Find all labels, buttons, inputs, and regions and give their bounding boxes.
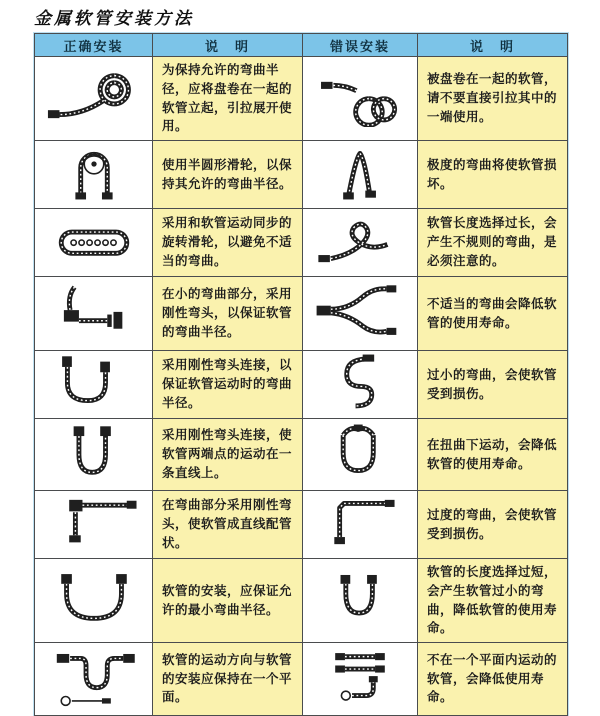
- wrong-description: 极度的弯曲将使软管损坏。: [418, 141, 568, 209]
- table-row: [35, 141, 568, 209]
- hose-extreme-bend-icon: [310, 141, 410, 203]
- wrong-description: 过度的弯曲，会使软管受到损伤。: [418, 491, 568, 559]
- wrong-figure-cell: [303, 209, 418, 277]
- header-wrong-install: 错误安装: [303, 34, 418, 57]
- table-row: [35, 277, 568, 351]
- correct-description: 软管的安装，应保证允许的最小弯曲半径。: [153, 559, 303, 643]
- hose-motion-out-of-plane-icon: [310, 646, 410, 708]
- correct-description: 采用和软管运动同步的旋转滑轮，以避免不适当的弯曲。: [153, 209, 303, 277]
- installation-methods-table: [34, 33, 568, 716]
- correct-description: 采用刚性弯头连接，使软管两端点的运动在一条直线上。: [153, 419, 303, 491]
- hose-elbow-connection-moving-icon: [44, 351, 144, 413]
- wrong-figure-cell: [303, 643, 418, 716]
- correct-figure-cell: [35, 643, 153, 716]
- document-page: [0, 4, 600, 705]
- wrong-figure-cell: [303, 491, 418, 559]
- wrong-figure-cell: [303, 351, 418, 419]
- header-correct-install: 正确安装: [35, 34, 153, 57]
- correct-figure-cell: [35, 141, 153, 209]
- hose-overbent-elbow-icon: [310, 491, 410, 553]
- correct-description: 软管的运动方向与软管的安装应保持在一个平面。: [153, 643, 303, 716]
- hose-too-small-bend-icon: [310, 351, 410, 413]
- hose-coil-stood-up-icon: [44, 65, 144, 127]
- correct-figure-cell: [35, 57, 153, 141]
- correct-figure-cell: [35, 419, 153, 491]
- table-row: [35, 559, 568, 643]
- correct-description: 在小的弯曲部分，采用刚性弯头，以保证软管的弯曲半径。: [153, 277, 303, 351]
- wrong-description: 被盘卷在一起的软管，请不要直接引拉其中的一端使用。: [418, 57, 568, 141]
- table-row: [35, 351, 568, 419]
- correct-figure-cell: [35, 209, 153, 277]
- wrong-description: 不适当的弯曲会降低软管的使用寿命。: [418, 277, 568, 351]
- hose-min-bend-radius-u-icon: [44, 567, 144, 629]
- hose-irregular-loop-icon: [310, 209, 410, 271]
- hose-improper-sharp-bend-icon: [310, 280, 410, 342]
- page-title: 金属软管安装方法: [34, 9, 194, 29]
- correct-figure-cell: [35, 351, 153, 419]
- correct-description: 在弯曲部分采用刚性弯头，使软管成直线配管状。: [153, 491, 303, 559]
- correct-description: 为保持允许的弯曲半径，应将盘卷在一起的软管立起，引拉展开使用。: [153, 57, 303, 141]
- hose-over-semicircular-pulley-icon: [44, 141, 144, 203]
- wrong-description: 软管长度选择过长，会产生不规则的弯曲，是必须注意的。: [418, 209, 568, 277]
- header-row: [35, 34, 568, 57]
- wrong-figure-cell: [303, 419, 418, 491]
- hose-rigid-elbow-small-bend-icon: [44, 280, 144, 342]
- wrong-figure-cell: [303, 141, 418, 209]
- hose-too-short-u-icon: [310, 567, 410, 629]
- hose-motion-in-one-plane-icon: [44, 646, 144, 708]
- table-row: [35, 209, 568, 277]
- wrong-description: 软管的长度选择过短，会产生软管过小的弯曲，降低软管的使用寿命。: [418, 559, 568, 643]
- correct-figure-cell: [35, 491, 153, 559]
- wrong-figure-cell: [303, 57, 418, 141]
- hose-coil-pulled-from-end-icon: [310, 65, 410, 127]
- correct-figure-cell: [35, 277, 153, 351]
- table-row: [35, 643, 568, 716]
- wrong-description: 不在一个平面内运动的软管，会降低使用寿命。: [418, 643, 568, 716]
- correct-description: 使用半圆形滑轮，以保持其允许的弯曲半径。: [153, 141, 303, 209]
- correct-figure-cell: [35, 559, 153, 643]
- header-wrong-description: 说 明: [418, 34, 568, 57]
- hose-u-ends-in-line-icon: [44, 421, 144, 483]
- wrong-figure-cell: [303, 277, 418, 351]
- hose-synchronized-rotating-pulley-icon: [44, 209, 144, 271]
- wrong-description: 在扭曲下运动，会降低软管的使用寿命。: [418, 419, 568, 491]
- hose-twisted-u-icon: [310, 421, 410, 483]
- header-correct-description: 说 明: [153, 34, 303, 57]
- correct-description: 采用刚性弯头连接，以保证软管运动时的弯曲半径。: [153, 351, 303, 419]
- wrong-figure-cell: [303, 559, 418, 643]
- table-row: [35, 491, 568, 559]
- table-row: [35, 419, 568, 491]
- wrong-description: 过小的弯曲，会使软管受到损伤。: [418, 351, 568, 419]
- table-row: [35, 57, 568, 141]
- hose-straight-with-elbow-icon: [44, 491, 144, 553]
